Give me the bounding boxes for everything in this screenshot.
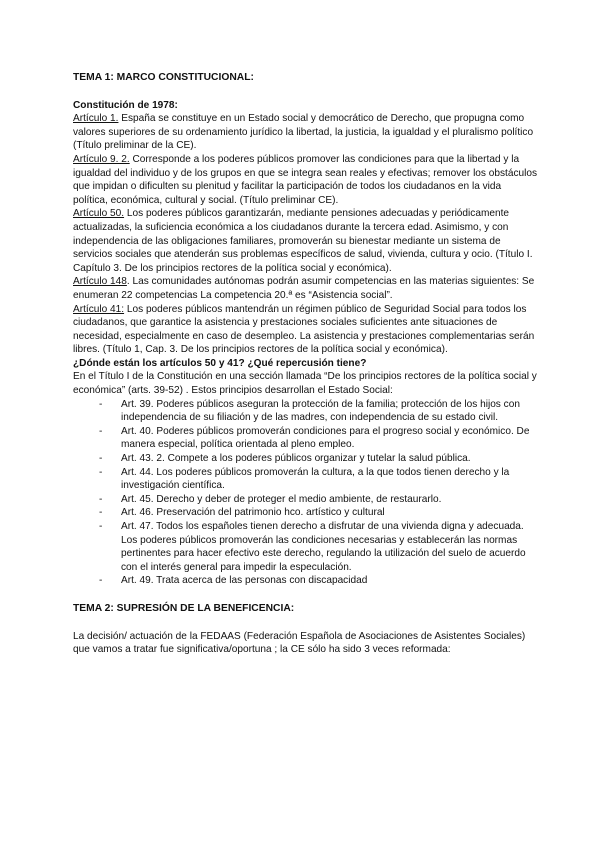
question-heading: ¿Dónde están los artículos 50 y 41? ¿Qué repercusión tiene?	[73, 357, 367, 369]
list-item: - Art. 40. Poderes públicos promoverán condiciones para el progreso social y económico. De manera especial, política orientada al pleno empleo.	[99, 425, 538, 452]
list-item: - Art. 46. Preservación del patrimonio hco. artístico y cultural	[99, 506, 538, 520]
article-text: Los poderes públicos mantendrán un régimen público de Seguridad Social para todos los ciudadanos, que garantice la asistencia y prestaciones sociales suficientes ante situaciones de necesidad, especialmente en caso de desempleo. La asistencia y prestaciones complementarias serán libres. (Título 1, Cap. 3. De los principios rectores de la política social y económica).	[73, 303, 535, 356]
answer-paragraph: En el Título I de la Constitución en una sección llamada “De los principios rectores de la política social y económica” (arts. 39-52) . Estos principios desarrollan el Estado Social:	[73, 371, 537, 397]
list-item: - Art. 44. Los poderes públicos promoverán la cultura, a la que todos tienen derecho y la investigación científica.	[99, 466, 538, 493]
article-label: Artículo 1.	[73, 113, 119, 125]
article-paragraph	[73, 275, 538, 302]
list-item: - Art. 49. Trata acerca de las personas con discapacidad	[99, 574, 538, 588]
article-text: . Las comunidades autónomas podrán asumir competencias en las materias siguientes: Se enumeran 22 competencias La competencia 20.ª es “Asistencia social”.	[73, 276, 535, 301]
article-text: Corresponde a los poderes públicos promover las condiciones para que la libertad y la igualdad del individuo y de los grupos en que se integra sean reales y efectivas; remover los obstáculos que impidan o dificulten su plenitud y facilitar la participación de todos los ciudadanos en la vida política, económica, cultural y social. (Título preliminar CE).	[73, 153, 538, 206]
article-text: Los poderes públicos garantizarán, mediante pensiones adecuadas y periódicamente actualizadas, la suficiencia económica a los ciudadanos durante la tercera edad. Asimismo, y con independencia de las obligaciones familiares, promoverán su bienestar mediante un sistema de servicios sociales que atenderán sus problemas específicos de salud, vivienda, cultura y ocio. (Título I. Capítulo 3. De los principios rectores de la política social y económica).	[73, 208, 533, 274]
article-label: Artículo 41:	[73, 303, 125, 315]
principles-list	[73, 398, 538, 588]
list-item: - Art. 47. Todos los españoles tienen derecho a disfrutar de una vivienda digna y adecuada. Los poderes públicos promoverán las condiciones necesarias y establecerán las normas pertinentes para hacer efectivo este derecho, regulando la utilización del suelo de acuerdo con el interés general para impedir la especulación.	[99, 520, 538, 574]
article-label: Artículo 148	[73, 276, 127, 288]
constitution-subtitle: Constitución de 1978:	[73, 99, 178, 111]
tema2-title: TEMA 2: SUPRESIÓN DE LA BENEFICENCIA:	[73, 602, 295, 614]
article-label: Artículo 50.	[73, 208, 125, 220]
article-paragraph	[73, 112, 538, 153]
document-body	[73, 71, 538, 657]
list-item: - Art. 39. Poderes públicos aseguran la protección de la familia; protección de los hijos con independencia de su filiación y de las madres, con independencia de su estado civil.	[99, 398, 538, 425]
article-paragraph	[73, 207, 538, 275]
article-paragraph	[73, 153, 538, 207]
article-text: España se constituye en un Estado social y democrático de Derecho, que propugna como valores superiores de su ordenamiento jurídico la libertad, la justicia, la igualdad y el pluralismo político (Título preliminar de la CE).	[73, 113, 534, 152]
article-label: Artículo 9. 2.	[73, 153, 130, 165]
tema1-title: TEMA 1: MARCO CONSTITUCIONAL:	[73, 72, 254, 83]
article-paragraph	[73, 303, 538, 357]
list-item: - Art. 43. 2. Compete a los poderes públicos organizar y tutelar la salud pública.	[99, 452, 538, 466]
tema2-paragraph: La decisión/ actuación de la FEDAAS (Federación Española de Asociaciones de Asistentes Sociales) que vamos a tratar fue significativa/oportuna ; la CE sólo ha sido 3 veces reformada:	[73, 630, 526, 656]
list-item: - Art. 45. Derecho y deber de proteger el medio ambiente, de restaurarlo.	[99, 493, 538, 507]
